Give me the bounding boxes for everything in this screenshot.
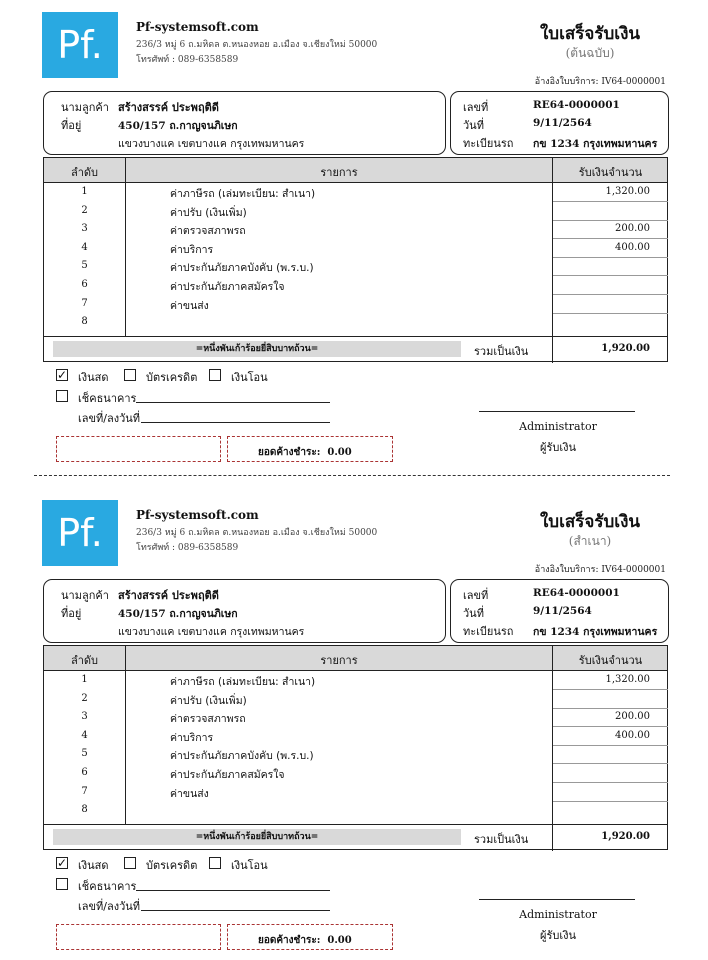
col-desc-header: รายการ — [320, 654, 358, 667]
col-amount-header: รับเงินจำนวน — [578, 166, 643, 179]
table-row — [44, 727, 667, 745]
cheque-number-line — [141, 422, 330, 423]
row-amount: 1,320.00 — [605, 674, 650, 685]
table-row — [44, 220, 667, 238]
transfer-label: เงินโอน — [231, 371, 268, 384]
row-number: 2 — [81, 204, 88, 216]
doc-no-value: RE64-0000001 — [533, 99, 620, 111]
receiver-label: ผู้รับเงิน — [540, 441, 576, 454]
cheque-checkbox[interactable] — [56, 878, 68, 890]
row-amount: 1,320.00 — [605, 186, 650, 197]
doc-no-value: RE64-0000001 — [533, 587, 620, 599]
customer-label: นามลูกค้า — [61, 589, 109, 602]
row-number: 6 — [81, 279, 88, 290]
company-address: 236/3 หมู่ 6 ถ.มหิดล ต.หนองหอย อ.เมือง จ.เชียงใหม่ 50000 — [136, 40, 378, 50]
pending-balance-box — [227, 924, 393, 950]
signer-name: Administrator — [519, 420, 597, 433]
table-header — [44, 158, 667, 183]
cheque-number-label: เลขที่/ลงวันที่ — [78, 900, 141, 913]
blank-dashed-box — [56, 924, 221, 950]
row-number: 8 — [81, 316, 88, 328]
address-line-2: แขวงบางแค เขตบางแค กรุงเทพมหานคร — [118, 138, 305, 150]
table-row — [44, 708, 667, 726]
credit-card-checkbox[interactable] — [124, 369, 136, 381]
blank-dashed-box — [56, 436, 221, 462]
pending-label: ยอดค้างชำระ: 0.00 — [258, 447, 352, 458]
plate-label: ทะเบียนรถ — [463, 137, 514, 150]
row-number: 4 — [81, 241, 88, 253]
cash-label: เงินสด — [78, 859, 109, 872]
document-title: ใบเสร็จรับเงิน — [539, 24, 641, 44]
table-row — [44, 183, 667, 201]
row-number: 1 — [81, 674, 88, 685]
row-description: ค่าประกันภัยภาคบังคับ (พ.ร.บ.) — [170, 262, 314, 275]
row-number: 1 — [81, 186, 88, 197]
row-number: 5 — [81, 260, 88, 272]
signature-line — [479, 411, 635, 412]
row-description: ค่าภาษีรถ (เล่มทะเบียน: สำเนา) — [170, 188, 316, 200]
row-amount: 200.00 — [615, 223, 650, 235]
check-icon: ✓ — [57, 856, 68, 870]
total-amount: 1,920.00 — [601, 831, 650, 842]
row-amount: 200.00 — [615, 711, 650, 723]
company-phone: โทรศัพท์ : 089-6358589 — [136, 55, 239, 65]
customer-name: สร้างสรรค์ ประพฤติดี — [118, 101, 219, 114]
table-row — [44, 690, 667, 708]
date-label: วันที่ — [463, 119, 484, 132]
signature-line — [479, 899, 635, 900]
date-label: วันที่ — [463, 607, 484, 620]
transfer-label: เงินโอน — [231, 859, 268, 872]
cash-checkbox[interactable] — [56, 857, 68, 869]
table-row — [44, 801, 667, 819]
customer-label: นามลูกค้า — [61, 101, 109, 114]
customer-info-box — [43, 91, 446, 155]
cash-label: เงินสด — [78, 371, 109, 384]
row-number: 7 — [81, 785, 88, 797]
row-number: 4 — [81, 729, 88, 741]
row-description: ค่าประกันภัยภาคสมัครใจ — [170, 281, 285, 293]
row-amount: 400.00 — [615, 729, 650, 741]
cheque-checkbox[interactable] — [56, 390, 68, 402]
company-phone: โทรศัพท์ : 089-6358589 — [136, 543, 239, 553]
address-line-1: 450/157 ถ.กาญจนภิเษก — [118, 608, 238, 620]
row-description: ค่าตรวจสภาพรถ — [170, 225, 246, 238]
address-label: ที่อยู่ — [61, 607, 82, 620]
total-label: รวมเป็นเงิน — [474, 833, 529, 846]
credit-card-checkbox[interactable] — [124, 857, 136, 869]
company-name: Pf-systemsoft.com — [136, 20, 259, 34]
company-logo: Pf. — [42, 12, 118, 78]
table-row — [44, 783, 667, 801]
document-subtitle: (สำเนา) — [568, 534, 612, 548]
row-number: 6 — [81, 767, 88, 778]
row-number: 2 — [81, 692, 88, 704]
row-description: ค่าบริการ — [170, 243, 214, 256]
row-number: 3 — [81, 711, 88, 723]
receiver-label: ผู้รับเงิน — [540, 929, 576, 942]
table-row — [44, 295, 667, 313]
table-header — [44, 646, 667, 671]
company-name: Pf-systemsoft.com — [136, 508, 259, 522]
row-description: ค่าปรับ (เงินเพิ่ม) — [170, 206, 247, 219]
items-table — [43, 157, 668, 362]
cheque-bank-line — [136, 402, 330, 403]
row-number: 8 — [81, 804, 88, 816]
doc-no-label: เลขที่ — [463, 589, 489, 602]
service-reference: อ้างอิงใบบริการ: IV64-0000001 — [534, 77, 666, 87]
transfer-checkbox[interactable] — [209, 857, 221, 869]
cheque-label: เช็คธนาคาร — [78, 880, 137, 893]
table-row — [44, 745, 667, 763]
col-desc-header: รายการ — [320, 166, 358, 179]
cheque-bank-line — [136, 890, 330, 891]
credit-card-label: บัตรเครดิต — [146, 859, 198, 872]
pending-label: ยอดค้างชำระ: 0.00 — [258, 935, 352, 946]
address-line-1: 450/157 ถ.กาญจนภิเษก — [118, 120, 238, 132]
total-in-words: =หนึ่งพันเก้าร้อยยี่สิบบาทถ้วน= — [53, 829, 461, 845]
document-info-box — [450, 91, 669, 155]
row-description: ค่าบริการ — [170, 731, 214, 744]
table-row — [44, 764, 667, 782]
table-row — [44, 671, 667, 689]
col-amount-header: รับเงินจำนวน — [578, 654, 643, 667]
row-description: ค่าขนส่ง — [170, 787, 209, 800]
doc-no-label: เลขที่ — [463, 101, 489, 114]
total-amount: 1,920.00 — [601, 343, 650, 354]
row-description: ค่าประกันภัยภาคสมัครใจ — [170, 769, 285, 781]
plate-value: กข 1234 กรุงเทพมหานคร — [533, 138, 658, 150]
items-table — [43, 645, 668, 850]
total-in-words: =หนึ่งพันเก้าร้อยยี่สิบบาทถ้วน= — [53, 341, 461, 357]
customer-name: สร้างสรรค์ ประพฤติดี — [118, 589, 219, 602]
plate-value: กข 1234 กรุงเทพมหานคร — [533, 626, 658, 638]
table-row — [44, 239, 667, 257]
row-number: 3 — [81, 223, 88, 235]
address-label: ที่อยู่ — [61, 119, 82, 132]
signer-name: Administrator — [519, 908, 597, 921]
row-description: ค่าขนส่ง — [170, 299, 209, 312]
table-row — [44, 313, 667, 331]
address-line-2: แขวงบางแค เขตบางแค กรุงเทพมหานคร — [118, 626, 305, 638]
document-subtitle: (ต้นฉบับ) — [565, 46, 615, 60]
col-no-header: ลำดับ — [70, 654, 99, 667]
table-row — [44, 202, 667, 220]
cheque-number-label: เลขที่/ลงวันที่ — [78, 412, 141, 425]
check-icon: ✓ — [57, 368, 68, 382]
credit-card-label: บัตรเครดิต — [146, 371, 198, 384]
customer-info-box — [43, 579, 446, 643]
pending-balance-box — [227, 436, 393, 462]
row-description: ค่าปรับ (เงินเพิ่ม) — [170, 694, 247, 707]
row-number: 5 — [81, 748, 88, 760]
date-value: 9/11/2564 — [533, 605, 592, 617]
row-description: ค่าตรวจสภาพรถ — [170, 713, 246, 726]
cheque-number-line — [141, 910, 330, 911]
company-address: 236/3 หมู่ 6 ถ.มหิดล ต.หนองหอย อ.เมือง จ.เชียงใหม่ 50000 — [136, 528, 378, 538]
document-info-box — [450, 579, 669, 643]
receipt-copy — [0, 488, 708, 958]
row-number: 7 — [81, 297, 88, 309]
date-value: 9/11/2564 — [533, 117, 592, 129]
transfer-checkbox[interactable] — [209, 369, 221, 381]
cheque-label: เช็คธนาคาร — [78, 392, 137, 405]
cut-line — [34, 475, 670, 476]
col-no-header: ลำดับ — [70, 166, 99, 179]
row-amount: 400.00 — [615, 241, 650, 253]
service-reference: อ้างอิงใบบริการ: IV64-0000001 — [534, 565, 666, 575]
total-label: รวมเป็นเงิน — [474, 345, 529, 358]
plate-label: ทะเบียนรถ — [463, 625, 514, 638]
receipt-original — [0, 0, 708, 470]
row-description: ค่าภาษีรถ (เล่มทะเบียน: สำเนา) — [170, 676, 316, 688]
row-description: ค่าประกันภัยภาคบังคับ (พ.ร.บ.) — [170, 750, 314, 763]
company-logo: Pf. — [42, 500, 118, 566]
cash-checkbox[interactable] — [56, 369, 68, 381]
table-row — [44, 257, 667, 275]
document-title: ใบเสร็จรับเงิน — [539, 512, 641, 532]
table-row — [44, 276, 667, 294]
